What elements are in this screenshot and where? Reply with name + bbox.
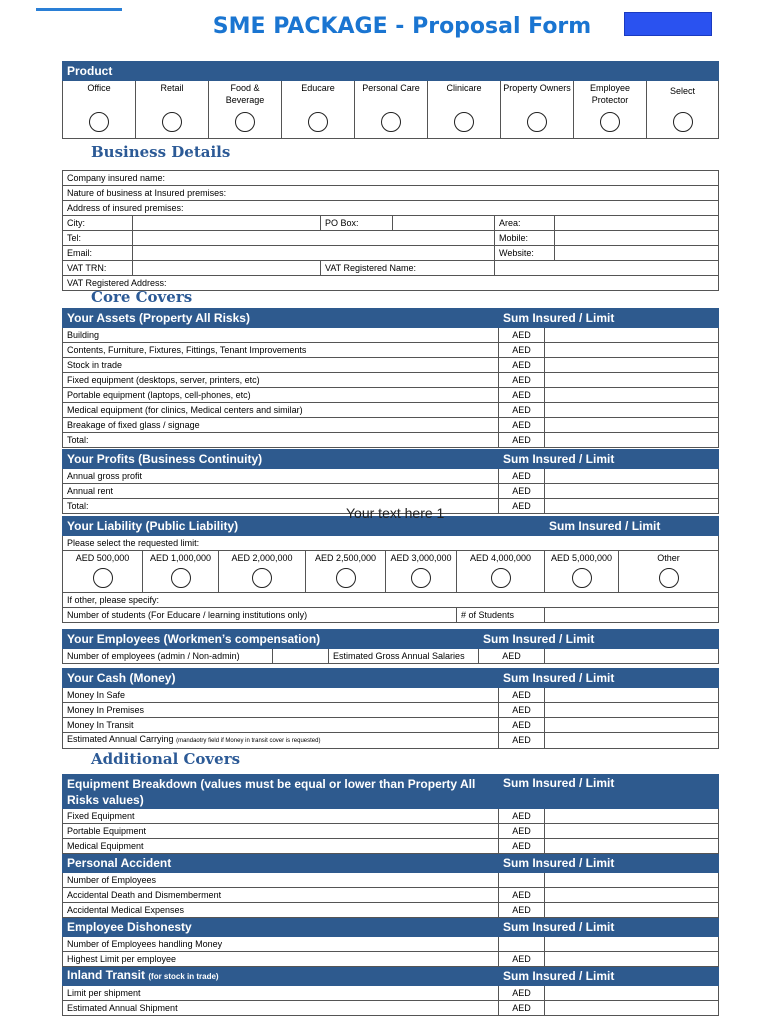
product-retail[interactable]: Retail [136, 81, 209, 139]
area-label: Area: [495, 216, 555, 231]
liability-header: Your Liability (Public Liability) [63, 517, 545, 536]
cash-amount-input[interactable] [545, 688, 719, 703]
cash-note: (mandaotry field if Money in transit cover is requested) [176, 738, 321, 744]
additional-table: Equipment Breakdown (values must be equal or lower than Property All Risks values) Sum Insured / Limit Fixed Equipment AED Portable Equipment AED Medical Equipment AED Personal Accident Sum Insured / Limit Number of Employees Accidental Death and Dismemberment AED Accidental Medical Expenses AED Employee Dishonesty Sum Insured / Limit Number of Employees handling Money Highest Limit per employee AED Inland Transit (for stock in trade) Sum Insured / Limit Limit per shipment AED Estimated Annual Shipment AED [62, 774, 719, 1016]
transit-note: (for stock in trade) [148, 972, 219, 981]
product-food-beverage[interactable]: Food & Beverage [209, 81, 282, 139]
accident-amount-input[interactable] [545, 873, 719, 888]
cash-header: Your Cash (Money) [63, 669, 499, 688]
pobox-label: PO Box: [321, 216, 393, 231]
assets-table: Your Assets (Property All Risks) Sum Insured / Limit Building AED Contents, Furniture, Fixtures, Fittings, Tenant Improvements AED Stock in trade AED Fixed equipment (desktops, server, printers, etc) AED Portable equipment (laptops, cell-phones, etc) AED Medical equipment (for clinics, Medical centers and similar) AED Breakage of fixed glass / signage AED Total: AED [62, 308, 719, 448]
asset-amount-input[interactable] [545, 328, 719, 343]
assets-header: Your Assets (Property All Risks) [63, 309, 499, 328]
product-property-owners[interactable]: Property Owners [501, 81, 574, 139]
assets-sum-header: Sum Insured / Limit [499, 309, 719, 328]
limit-1m[interactable]: AED 1,000,000 [143, 551, 219, 593]
logo-placeholder [624, 12, 712, 36]
radio-select[interactable] [673, 112, 693, 132]
product-clinicare[interactable]: Clinicare [428, 81, 501, 139]
limit-3m[interactable]: AED 3,000,000 [386, 551, 457, 593]
tel-label: Tel: [63, 231, 133, 246]
product-office[interactable]: Office [63, 81, 136, 139]
header-accent-line [36, 8, 122, 11]
vat-name-input[interactable] [495, 261, 719, 276]
website-input[interactable] [555, 246, 719, 261]
transit-header: Inland Transit (for stock in trade) [63, 967, 499, 986]
accident-row-label: Accidental Death and Dismemberment [63, 888, 499, 903]
radio-limit-2m[interactable] [252, 568, 272, 588]
equipment-row-label: Medical Equipment [63, 839, 499, 854]
accident-sum-header: Sum Insured / Limit [499, 854, 719, 873]
profit-amount-input[interactable] [545, 469, 719, 484]
tel-input[interactable] [133, 231, 495, 246]
radio-limit-2-5m[interactable] [336, 568, 356, 588]
vat-trn-label: VAT TRN: [63, 261, 133, 276]
asset-row-label: Portable equipment (laptops, cell-phones, etc) [63, 388, 499, 403]
asset-row-label: Breakage of fixed glass / signage [63, 418, 499, 433]
liability-prompt: Please select the requested limit: [63, 536, 719, 551]
accident-header: Personal Accident [63, 854, 499, 873]
equipment-row-label: Fixed Equipment [63, 809, 499, 824]
equipment-amount-input[interactable] [545, 824, 719, 839]
asset-amount-input[interactable] [545, 373, 719, 388]
asset-amount-input[interactable] [545, 388, 719, 403]
students-label: Number of students (For Educare / learning institutions only) [63, 608, 457, 623]
equipment-header: Equipment Breakdown (values must be equal or lower than Property All Risks values) [63, 775, 499, 809]
accident-amount-input[interactable] [545, 888, 719, 903]
radio-limit-5m[interactable] [572, 568, 592, 588]
additional-covers-heading: Additional Covers [91, 750, 241, 768]
accident-count-input[interactable] [499, 873, 545, 888]
radio-employee-protector[interactable] [600, 112, 620, 132]
address-field[interactable]: Address of insured premises: [63, 201, 719, 216]
dishonesty-header: Employee Dishonesty [63, 918, 499, 937]
cash-row-label: Estimated Annual Carrying (mandaotry field if Money in transit cover is requested) [63, 733, 499, 749]
other-limit-field[interactable]: If other, please specify: [63, 593, 719, 608]
equipment-amount-input[interactable] [545, 839, 719, 854]
profits-table: Your Profits (Business Continuity) Sum Insured / Limit Annual gross profit AED Annual rent AED Total: AED [62, 449, 719, 514]
employees-table: Your Employees (Workmen’s compensation) Sum Insured / Limit Number of employees (admin / Non-admin) Estimated Gross Annual Salaries AED [62, 629, 719, 664]
employees-sum-header: Sum Insured / Limit [479, 630, 719, 649]
salaries-input[interactable] [545, 649, 719, 664]
dishonesty-row-label: Number of Employees handling Money [63, 937, 499, 952]
employees-count-label: Number of employees (admin / Non-admin) [63, 649, 273, 664]
transit-row-label: Limit per shipment [63, 986, 499, 1001]
radio-limit-3m[interactable] [411, 568, 431, 588]
dishonesty-count-input[interactable] [499, 937, 545, 952]
radio-personal-care[interactable] [381, 112, 401, 132]
asset-row-label: Building [63, 328, 499, 343]
profits-header: Your Profits (Business Continuity) [63, 450, 499, 469]
asset-row-label: Stock in trade [63, 358, 499, 373]
mobile-input[interactable] [555, 231, 719, 246]
asset-row-label: Contents, Furniture, Fixtures, Fittings, Tenant Improvements [63, 343, 499, 358]
area-input[interactable] [555, 216, 719, 231]
product-educare[interactable]: Educare [282, 81, 355, 139]
equipment-sum-header: Sum Insured / Limit [499, 775, 719, 809]
transit-sum-header: Sum Insured / Limit [499, 967, 719, 986]
email-input[interactable] [133, 246, 495, 261]
num-students-input[interactable] [545, 608, 719, 623]
mobile-label: Mobile: [495, 231, 555, 246]
profits-sum-header: Sum Insured / Limit [499, 450, 719, 469]
placeholder-text-overlay: Your text here 1 [346, 505, 445, 521]
accident-row-label: Number of Employees [63, 873, 499, 888]
cash-row-label: Money In Premises [63, 703, 499, 718]
business-details-heading: Business Details [91, 143, 231, 161]
profit-total-input[interactable] [545, 499, 719, 514]
nature-business-field[interactable]: Nature of business at Insured premises: [63, 186, 719, 201]
accident-row-label: Accidental Medical Expenses [63, 903, 499, 918]
employees-count-input[interactable] [273, 649, 329, 664]
vat-address-field[interactable]: VAT Registered Address: [63, 276, 719, 291]
limit-4m[interactable]: AED 4,000,000 [457, 551, 545, 593]
pobox-input[interactable] [393, 216, 495, 231]
radio-limit-4m[interactable] [491, 568, 511, 588]
asset-amount-input[interactable] [545, 358, 719, 373]
cash-row-label: Money In Transit [63, 718, 499, 733]
cash-amount-input[interactable] [545, 718, 719, 733]
transit-row-label: Estimated Annual Shipment [63, 1001, 499, 1016]
product-select[interactable]: Select [647, 81, 719, 139]
limit-2-5m[interactable]: AED 2,500,000 [306, 551, 386, 593]
dishonesty-amount-input[interactable] [545, 937, 719, 952]
core-covers-heading: Core Covers [91, 288, 193, 306]
radio-clinicare[interactable] [454, 112, 474, 132]
salaries-label: Estimated Gross Annual Salaries [329, 649, 479, 664]
dishonesty-row-label: Highest Limit per employee [63, 952, 499, 967]
asset-row-label: Medical equipment (for clinics, Medical centers and similar) [63, 403, 499, 418]
limit-5m[interactable]: AED 5,000,000 [545, 551, 619, 593]
email-label: Email: [63, 246, 133, 261]
limit-2m[interactable]: AED 2,000,000 [219, 551, 306, 593]
radio-retail[interactable] [162, 112, 182, 132]
employees-header: Your Employees (Workmen’s compensation) [63, 630, 479, 649]
liability-table [62, 516, 719, 623]
dishonesty-amount-input[interactable] [545, 952, 719, 967]
website-label: Website: [495, 246, 555, 261]
company-name-field[interactable]: Company insured name: [63, 171, 719, 186]
num-students-label: # of Students [457, 608, 545, 623]
liability-sum-header: Sum Insured / Limit [545, 517, 719, 536]
city-label: City: [63, 216, 133, 231]
radio-limit-other[interactable] [659, 568, 679, 588]
product-employee-protector[interactable]: Employee Protector [574, 81, 647, 139]
radio-property-owners[interactable] [527, 112, 547, 132]
limit-other[interactable]: Other [619, 551, 719, 593]
dishonesty-sum-header: Sum Insured / Limit [499, 918, 719, 937]
vat-name-label: VAT Registered Name: [321, 261, 495, 276]
accident-amount-input[interactable] [545, 903, 719, 918]
transit-amount-input[interactable] [545, 986, 719, 1001]
radio-educare[interactable] [308, 112, 328, 132]
equipment-amount-input[interactable] [545, 809, 719, 824]
radio-limit-500k[interactable] [93, 568, 113, 588]
asset-amount-input[interactable] [545, 343, 719, 358]
business-details-table [62, 170, 719, 291]
cash-amount-input[interactable] [545, 703, 719, 718]
limit-500k[interactable]: AED 500,000 [63, 551, 143, 593]
equipment-row-label: Portable Equipment [63, 824, 499, 839]
cash-sum-header: Sum Insured / Limit [499, 669, 719, 688]
transit-amount-input[interactable] [545, 1001, 719, 1016]
asset-total-input[interactable] [545, 433, 719, 448]
radio-food-beverage[interactable] [235, 112, 255, 132]
asset-row-label: Fixed equipment (desktops, server, printers, etc) [63, 373, 499, 388]
product-personal-care[interactable]: Personal Care [355, 81, 428, 139]
profit-amount-input[interactable] [545, 484, 719, 499]
asset-amount-input[interactable] [545, 403, 719, 418]
page-title: SME PACKAGE - Proposal Form [212, 14, 592, 39]
cash-row-label: Money In Safe [63, 688, 499, 703]
city-input[interactable] [133, 216, 321, 231]
profit-total-label: Total: [63, 499, 499, 514]
cash-amount-input[interactable] [545, 733, 719, 749]
radio-office[interactable] [89, 112, 109, 132]
product-table [62, 61, 719, 139]
profit-row-label: Annual gross profit [63, 469, 499, 484]
asset-total-label: Total: [63, 433, 499, 448]
vat-trn-input[interactable] [133, 261, 321, 276]
product-header: Product [63, 62, 719, 81]
asset-amount-input[interactable] [545, 418, 719, 433]
radio-limit-1m[interactable] [171, 568, 191, 588]
cash-table: Your Cash (Money) Sum Insured / Limit Money In Safe AED Money In Premises AED Money In Transit AED Estimated Annual Carrying (mandaotry field if Money in transit cover is requested) AED [62, 668, 719, 749]
profit-row-label: Annual rent [63, 484, 499, 499]
